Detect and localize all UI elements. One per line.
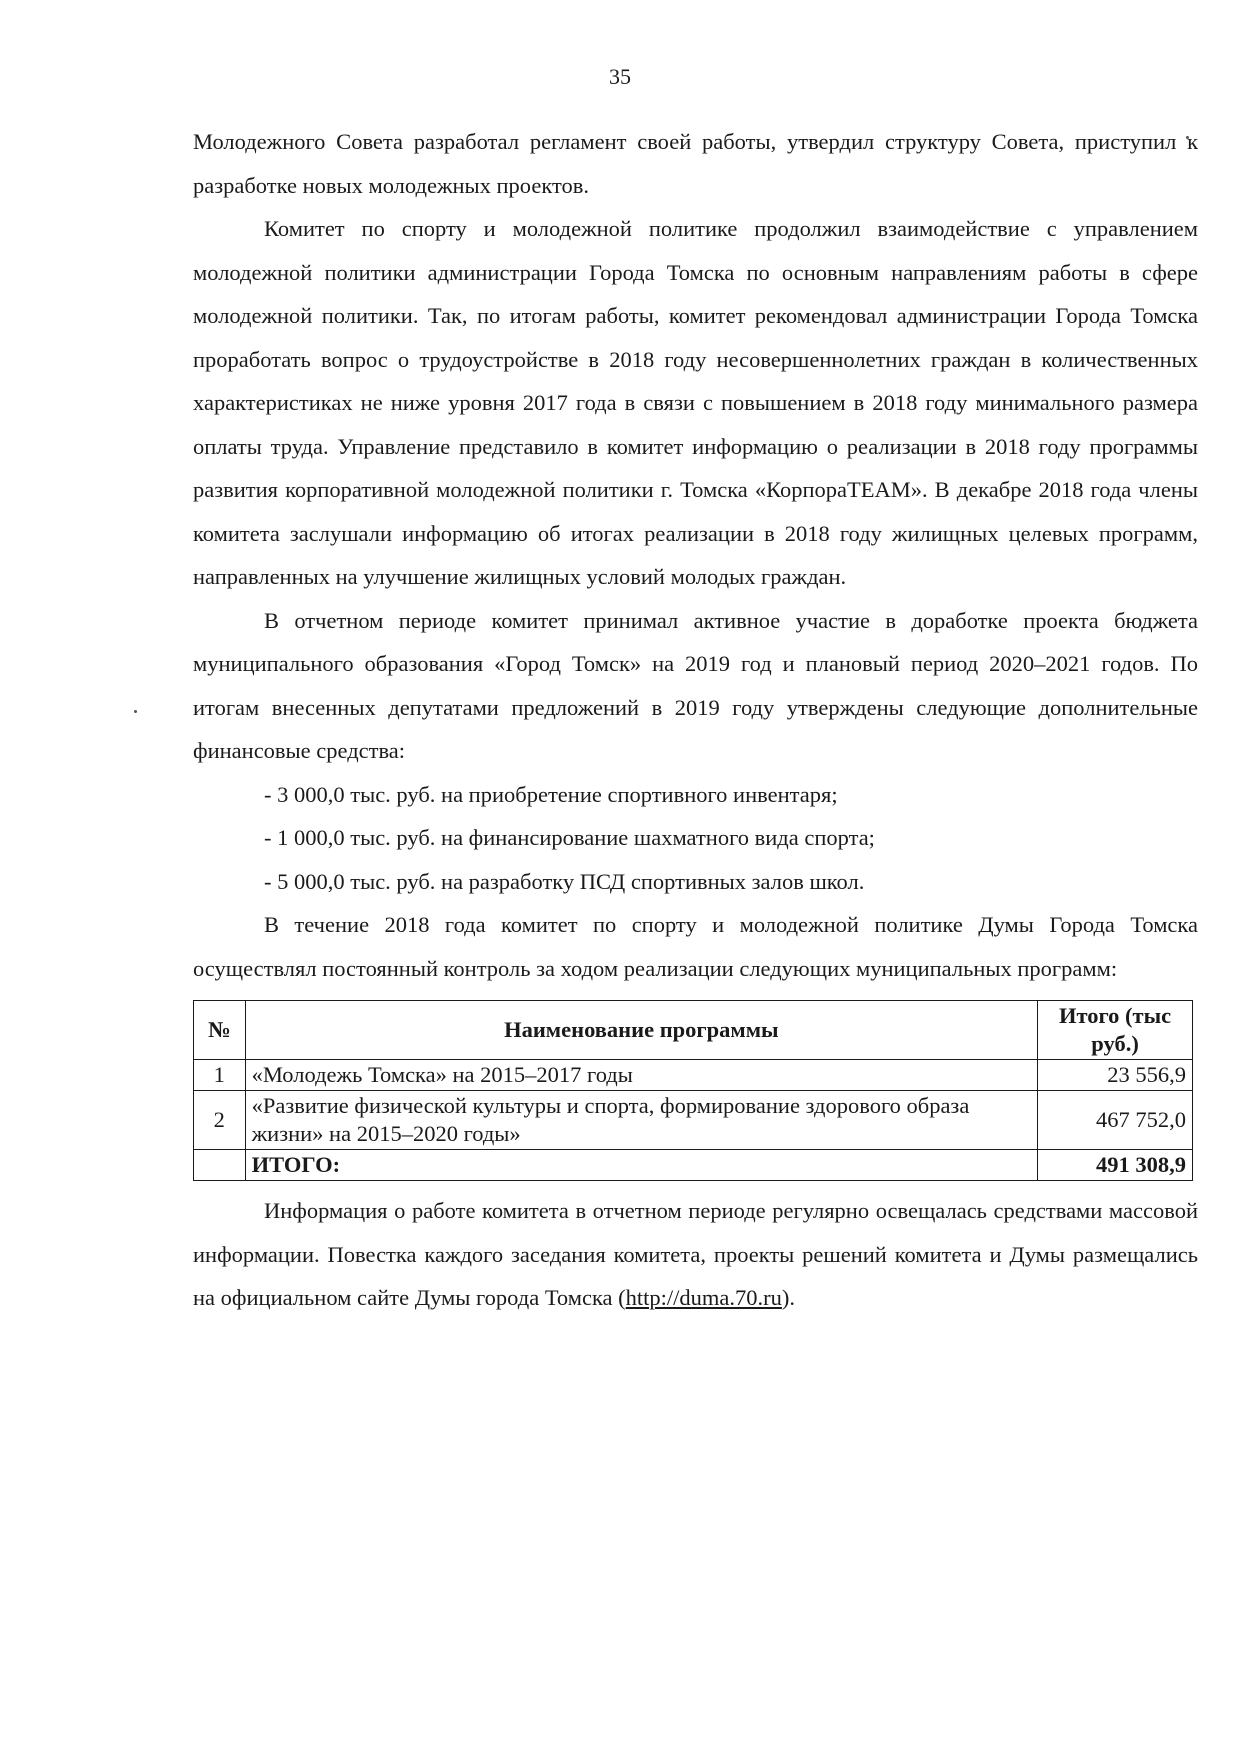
table-total-row <box>194 1150 1193 1181</box>
paragraph-media-text: Информация о работе комитета в отчетном периоде регулярно освещалась средствами массовой информации. Повестка каждого заседания комитета, проекты решений комитета и Думы размещались на официальном сайте Думы города Томска ( <box>193 1198 1198 1310</box>
page-number: 35 <box>609 64 631 89</box>
total-label: ИТОГО: <box>245 1150 1038 1181</box>
table-row <box>194 1060 1193 1091</box>
paragraph-continuation: Молодежного Совета разработал регламент своей работы, утвердил структуру Совета, приступил к разработке новых молодежных проектов. <box>193 129 1198 198</box>
table-row <box>194 1091 1193 1150</box>
header-name: Наименование программы <box>245 1001 1038 1060</box>
row-name: «Развитие физической культуры и спорта, формирование здорового образа жизни» на 2015–2020 годы» <box>245 1091 1038 1150</box>
paragraph-media-end: ). <box>781 1285 796 1310</box>
row-total: 23 556,9 <box>1038 1060 1193 1091</box>
scan-speck <box>134 710 137 713</box>
header-total: Итого (тыс руб.) <box>1038 1001 1193 1060</box>
table-header-row <box>194 1001 1193 1060</box>
duma-website-link[interactable]: http://duma.70.ru <box>625 1285 782 1310</box>
list-item: - 3 000,0 тыс. руб. на приобретение спортивного инвентаря; <box>264 781 838 807</box>
programs-table <box>193 1000 1193 1181</box>
paragraph-programs-intro: В течение 2018 года комитет по спорту и молодежной политике Думы Города Томска осуществлял постоянный контроль за ходом реализации следующих муниципальных программ: <box>193 912 1198 981</box>
total-num <box>194 1150 246 1181</box>
row-name: «Молодежь Томска» на 2015–2017 годы <box>245 1060 1038 1091</box>
list-item: - 1 000,0 тыс. руб. на финансирование шахматного вида спорта; <box>264 825 875 850</box>
row-num: 1 <box>194 1060 246 1091</box>
body-text <box>193 120 1198 1320</box>
row-total: 467 752,0 <box>1038 1091 1193 1150</box>
paragraph-budget: В отчетном периоде комитет принимал активное участие в доработке проекта бюджета муниципального образования «Город Томск» на 2019 год и плановый период 2020–2021 годов. По итогам внесенных депутатами предложений в 2019 году утверждены следующие дополнительные финансовые средства: <box>193 607 1198 763</box>
header-num: № <box>194 1001 246 1060</box>
list-item: - 5 000,0 тыс. руб. на разработку ПСД спортивных залов школ. <box>264 868 865 894</box>
paragraph-media <box>193 1189 1198 1320</box>
paragraph-committee-interaction: Комитет по спорту и молодежной политике продолжил взаимодействие с управлением молодежной политики администрации Города Томска по основным направлениям работы в сфере молодежной политики. Так, по итогам работы, комитет рекомендовал администрации Города Томска проработать вопрос о трудоустройстве в 2018 году несовершеннолетних граждан в количественных характеристиках не ниже уровня 2017 года в связи с повышением в 2018 году минимального размера оплаты труда. Управление представило в комитет информацию о реализации в 2018 году программы развития корпоративной молодежной политики г. Томска «КорпораTEAM». В декабре 2018 года члены комитета заслушали информацию об итогах реализации в 2018 году жилищных целевых программ, направленных на улучшение жилищных условий молодых граждан. <box>193 216 1198 589</box>
total-value: 491 308,9 <box>1038 1150 1193 1181</box>
row-num: 2 <box>194 1091 246 1150</box>
